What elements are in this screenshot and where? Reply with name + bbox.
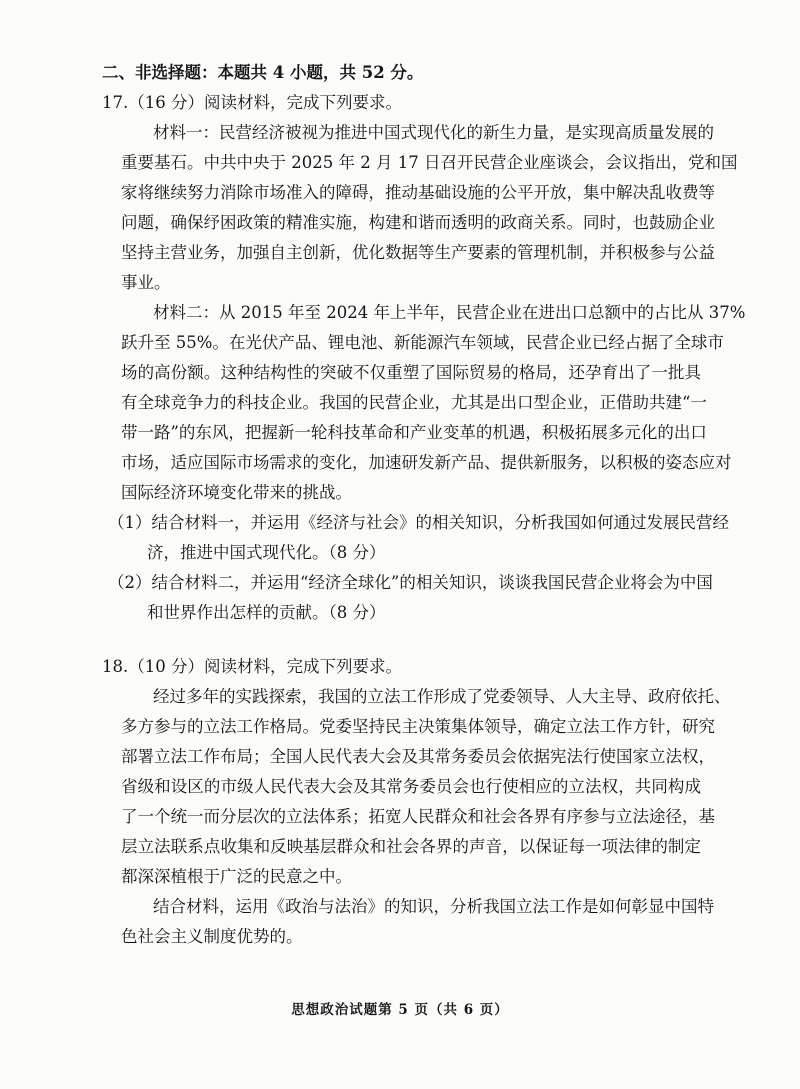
text-line: （2）结合材料二，并运用“经济全球化”的相关知识，谈谈我国民营企业将会为中国: [108, 573, 713, 592]
text-line: 场的高份额。这种结构性的突破不仅重塑了国际贸易的格局，还孕育出了一批具: [121, 363, 701, 382]
text-line: （1）结合材料一，并运用《经济与社会》的相关知识，分析我国如何通过发展民营经: [108, 513, 729, 532]
text-line: 色社会主义制度优势的。: [121, 927, 303, 946]
text-line: 材料一：民营经济被视为推进中国式现代化的新生力量，是实现高质量发展的: [153, 123, 714, 142]
question-17-title: 17.（16 分）阅读材料，完成下列要求。: [102, 93, 402, 112]
text-line: 结合材料，运用《政治与法治》的知识，分析我国立法工作是如何彰显中国特: [153, 897, 714, 916]
text-line: 市场，适应国际市场需求的变化，加速研发新产品、提供新服务，以积极的姿态应对: [121, 453, 732, 472]
text-line: 事业。: [121, 273, 171, 292]
question-18-title: 18.（10 分）阅读材料，完成下列要求。: [102, 657, 402, 676]
text-line: 济，推进中国式现代化。（8 分）: [147, 543, 386, 562]
text-line: 和世界作出怎样的贡献。（8 分）: [147, 603, 386, 622]
text-line: 跃升至 55%。在光伏产品、锂电池、新能源汽车领域，民营企业已经占据了全球市: [121, 333, 724, 352]
text-line: 坚持主营业务，加强自主创新，优化数据等生产要素的管理机制，并积极参与公益: [121, 243, 715, 262]
text-line: 材料二：从 2015 年至 2024 年上半年，民营企业在进出口总额中的占比从 37%: [153, 303, 746, 322]
text-line: 有全球竞争力的科技企业。我国的民营企业，尤其是出口型企业，正借助共建“一: [121, 393, 707, 412]
text-line: 家将继续努力消除市场准入的障碍，推动基础设施的公平开放，集中解决乱收费等: [121, 183, 715, 202]
text-line: 都深深植根于广泛的民意之中。: [121, 867, 352, 886]
text-line: 问题，确保纾困政策的精准实施，构建和谐而透明的政商关系。同时，也鼓励企业: [121, 213, 715, 232]
section-header: 二、非选择题：本题共 4 小题，共 52 分。: [102, 63, 424, 82]
text-line: 带一路”的东风，把握新一轮科技革命和产业变革的机遇，积极拓展多元化的出口: [121, 423, 707, 442]
text-line: 重要基石。中共中央于 2025 年 2 月 17 日召开民营企业座谈会，会议指出，党和国: [121, 153, 738, 172]
text-line: 部署立法工作布局；全国人民代表大会及其常务委员会依据宪法行使国家立法权，: [121, 747, 715, 766]
page-footer: 思想政治试题第 5 页（共 6 页）: [291, 1002, 509, 1018]
text-line: 省级和设区的市级人民代表大会及其常务委员会也行使相应的立法权，共同构成: [121, 777, 701, 796]
text-line: 多方参与的立法工作格局。党委坚持民主决策集体领导，确定立法工作方针，研究: [121, 717, 715, 736]
text-line: 层立法联系点收集和反映基层群众和社会各界的声音，以保证每一项法律的制定: [121, 837, 701, 856]
text-line: 了一个统一而分层次的立法体系；拓宽人民群众和社会各界有序参与立法途径，基: [121, 807, 715, 826]
text-line: 经过多年的实践探索，我国的立法工作形成了党委领导、人大主导、政府依托、: [153, 687, 731, 706]
text-line: 国际经济环境变化带来的挑战。: [121, 483, 352, 502]
